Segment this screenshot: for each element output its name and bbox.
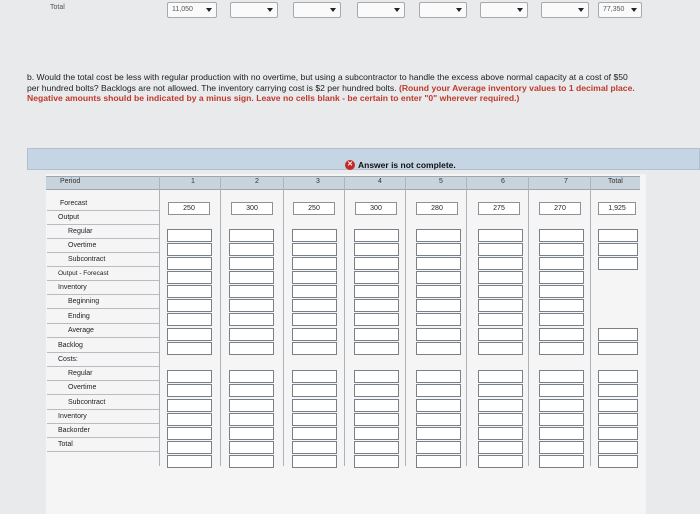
input-p4-cost-2[interactable] [354, 384, 399, 397]
forecast-period-4: 300 [355, 202, 397, 215]
input-p2-cost-1[interactable] [229, 370, 274, 383]
input-total-cost-2[interactable] [598, 384, 638, 397]
input-total-output-2[interactable] [598, 243, 638, 256]
input-total-inv-1[interactable] [598, 328, 638, 341]
input-p2-cost-2[interactable] [229, 384, 274, 397]
chevron-down-icon [267, 8, 273, 12]
input-p1-top-2[interactable] [167, 243, 212, 256]
input-total-output-3[interactable] [598, 257, 638, 270]
input-p7-cost-5[interactable] [539, 427, 584, 440]
input-p4-top-6[interactable] [354, 299, 399, 312]
input-p6-cost-4[interactable] [478, 413, 523, 426]
error-icon: ✕ [345, 160, 355, 170]
input-p5-top-9[interactable] [416, 342, 461, 355]
input-p2-cost-7[interactable] [229, 455, 274, 468]
input-p5-cost-1[interactable] [416, 370, 461, 383]
input-total-cost-5[interactable] [598, 427, 638, 440]
input-p5-top-4[interactable] [416, 271, 461, 284]
input-total-cost-1[interactable] [598, 370, 638, 383]
input-p1-top-9[interactable] [167, 342, 212, 355]
input-p4-cost-5[interactable] [354, 427, 399, 440]
column-divider [590, 176, 591, 466]
input-p3-top-7[interactable] [292, 313, 337, 326]
input-p6-cost-6[interactable] [478, 441, 523, 454]
row-output-regular: Regular [47, 225, 159, 239]
forecast-period-6: 275 [478, 202, 520, 215]
period-3: 3 [316, 178, 320, 185]
input-p2-top-4[interactable] [229, 271, 274, 284]
input-p2-top-7[interactable] [229, 313, 274, 326]
input-p7-cost-6[interactable] [539, 441, 584, 454]
input-p7-top-1[interactable] [539, 229, 584, 242]
input-p6-top-6[interactable] [478, 299, 523, 312]
row-cost-overtime: Overtime [47, 381, 159, 395]
row-cost-inventory: Inventory [47, 410, 159, 424]
input-p5-top-7[interactable] [416, 313, 461, 326]
total-period-6-select[interactable] [480, 2, 528, 18]
row-costs: Costs: [47, 353, 159, 367]
input-p4-top-3[interactable] [354, 257, 399, 270]
row-cost-subcontract: Subcontract [47, 396, 159, 410]
input-p1-cost-6[interactable] [167, 441, 212, 454]
status-text: Answer is not complete. [358, 160, 456, 170]
input-p4-top-7[interactable] [354, 313, 399, 326]
input-p2-cost-5[interactable] [229, 427, 274, 440]
column-divider [405, 176, 406, 466]
total-period-4-select[interactable] [357, 2, 405, 18]
input-p5-cost-2[interactable] [416, 384, 461, 397]
input-p6-cost-1[interactable] [478, 370, 523, 383]
input-p4-cost-7[interactable] [354, 455, 399, 468]
forecast-period-2: 300 [231, 202, 273, 215]
input-p3-cost-7[interactable] [292, 455, 337, 468]
column-divider [283, 176, 284, 466]
row-spacer [47, 452, 159, 466]
input-p5-top-3[interactable] [416, 257, 461, 270]
total-label: Total [50, 4, 65, 11]
forecast-period-3: 250 [293, 202, 335, 215]
input-p3-top-2[interactable] [292, 243, 337, 256]
input-p6-cost-5[interactable] [478, 427, 523, 440]
input-total-output-1[interactable] [598, 229, 638, 242]
input-p4-cost-4[interactable] [354, 413, 399, 426]
input-p7-top-2[interactable] [539, 243, 584, 256]
input-total-cost-7[interactable] [598, 455, 638, 468]
input-p7-top-7[interactable] [539, 313, 584, 326]
input-p1-top-6[interactable] [167, 299, 212, 312]
row-output-minus-forecast: Output - Forecast [47, 267, 159, 281]
total-period-1-select[interactable]: 11,050 [167, 2, 217, 18]
forecast-period-1: 250 [168, 202, 210, 215]
input-p2-cost-6[interactable] [229, 441, 274, 454]
column-divider [159, 176, 160, 466]
input-p5-top-5[interactable] [416, 285, 461, 298]
input-p1-top-7[interactable] [167, 313, 212, 326]
row-output-subcontract: Subcontract [47, 253, 159, 267]
input-p6-top-8[interactable] [478, 328, 523, 341]
input-p3-top-6[interactable] [292, 299, 337, 312]
input-p1-cost-3[interactable] [167, 399, 212, 412]
input-p2-cost-3[interactable] [229, 399, 274, 412]
input-p6-top-5[interactable] [478, 285, 523, 298]
input-p5-cost-6[interactable] [416, 441, 461, 454]
row-backlog: Backlog [47, 339, 159, 353]
row-output: Output [47, 211, 159, 225]
input-p4-top-1[interactable] [354, 229, 399, 242]
input-p3-cost-6[interactable] [292, 441, 337, 454]
input-p4-top-9[interactable] [354, 342, 399, 355]
input-total-inv-2[interactable] [598, 342, 638, 355]
input-total-cost-3[interactable] [598, 399, 638, 412]
chevron-down-icon [394, 8, 400, 12]
input-p1-top-8[interactable] [167, 328, 212, 341]
question-text: b. Would the total cost be less with regular production with no overtime, but using a subcontractor to handle the excess above normal capacity at a cost of $50 per hundred bolts? Backlogs are not allowed. The inventory carrying cost is $2 per hundred bolts. (Round your Average inventory values to 1 decimal place. Negative amounts should be indicated by a minus sign. Leave no cells blank - be certain to enter "0" wherever required.) [27, 72, 635, 104]
input-p1-cost-5[interactable] [167, 427, 212, 440]
forecast-period-5: 280 [416, 202, 458, 215]
input-p4-top-4[interactable] [354, 271, 399, 284]
input-p7-top-9[interactable] [539, 342, 584, 355]
input-total-cost-4[interactable] [598, 413, 638, 426]
input-p5-cost-3[interactable] [416, 399, 461, 412]
input-p7-cost-7[interactable] [539, 455, 584, 468]
input-p2-top-1[interactable] [229, 229, 274, 242]
input-p5-top-6[interactable] [416, 299, 461, 312]
total-sum-select[interactable]: 77,350 [598, 2, 642, 18]
row-forecast: Forecast [47, 197, 159, 211]
period-header-row [46, 176, 640, 190]
row-cost-total: Total [47, 438, 159, 452]
total-header: Total [608, 178, 623, 185]
input-p6-top-9[interactable] [478, 342, 523, 355]
input-p1-top-3[interactable] [167, 257, 212, 270]
chevron-down-icon [456, 8, 462, 12]
input-p4-top-8[interactable] [354, 328, 399, 341]
input-p7-cost-4[interactable] [539, 413, 584, 426]
period-5: 5 [439, 178, 443, 185]
input-p3-top-5[interactable] [292, 285, 337, 298]
input-p1-top-1[interactable] [167, 229, 212, 242]
total-period-3-select[interactable] [293, 2, 341, 18]
input-p6-cost-2[interactable] [478, 384, 523, 397]
row-inventory: Inventory [47, 281, 159, 295]
total-period-7-select[interactable] [541, 2, 589, 18]
total-period-5-select[interactable] [419, 2, 467, 18]
input-p4-top-5[interactable] [354, 285, 399, 298]
input-p1-cost-1[interactable] [167, 370, 212, 383]
column-divider [466, 176, 467, 466]
row-output-overtime: Overtime [47, 239, 159, 253]
input-p4-cost-1[interactable] [354, 370, 399, 383]
answer-status [345, 160, 456, 170]
input-p6-cost-3[interactable] [478, 399, 523, 412]
period-label: Period [60, 178, 81, 185]
input-p2-top-9[interactable] [229, 342, 274, 355]
input-p7-top-3[interactable] [539, 257, 584, 270]
input-p3-top-4[interactable] [292, 271, 337, 284]
row-cost-regular: Regular [47, 367, 159, 381]
row-inventory-average: Average [47, 324, 159, 338]
row-cost-backorder: Backorder [47, 424, 159, 438]
input-p2-top-8[interactable] [229, 328, 274, 341]
input-p7-top-8[interactable] [539, 328, 584, 341]
input-p2-top-2[interactable] [229, 243, 274, 256]
chevron-down-icon [631, 8, 637, 12]
row-inventory-ending: Ending [47, 310, 159, 324]
column-divider [344, 176, 345, 466]
input-p5-cost-7[interactable] [416, 455, 461, 468]
period-4: 4 [378, 178, 382, 185]
chevron-down-icon [206, 8, 212, 12]
input-p5-cost-5[interactable] [416, 427, 461, 440]
input-p3-cost-2[interactable] [292, 384, 337, 397]
input-p1-top-5[interactable] [167, 285, 212, 298]
input-p7-top-4[interactable] [539, 271, 584, 284]
input-p4-cost-6[interactable] [354, 441, 399, 454]
input-p3-cost-3[interactable] [292, 399, 337, 412]
input-p7-top-6[interactable] [539, 299, 584, 312]
input-p6-top-1[interactable] [478, 229, 523, 242]
input-p3-cost-5[interactable] [292, 427, 337, 440]
input-p6-top-4[interactable] [478, 271, 523, 284]
input-p5-top-8[interactable] [416, 328, 461, 341]
input-p6-top-3[interactable] [478, 257, 523, 270]
total-period-2-select[interactable] [230, 2, 278, 18]
column-divider [220, 176, 221, 466]
input-p2-cost-4[interactable] [229, 413, 274, 426]
chevron-down-icon [330, 8, 336, 12]
forecast-period-7: 270 [539, 202, 581, 215]
input-p2-top-3[interactable] [229, 257, 274, 270]
input-p7-top-5[interactable] [539, 285, 584, 298]
input-p2-top-5[interactable] [229, 285, 274, 298]
period-7: 7 [564, 178, 568, 185]
input-p3-top-8[interactable] [292, 328, 337, 341]
input-p3-top-1[interactable] [292, 229, 337, 242]
input-p1-cost-2[interactable] [167, 384, 212, 397]
input-p4-top-2[interactable] [354, 243, 399, 256]
input-p6-top-7[interactable] [478, 313, 523, 326]
input-p3-top-9[interactable] [292, 342, 337, 355]
input-total-cost-6[interactable] [598, 441, 638, 454]
input-p7-cost-2[interactable] [539, 384, 584, 397]
period-1: 1 [191, 178, 195, 185]
input-p4-cost-3[interactable] [354, 399, 399, 412]
input-p1-top-4[interactable] [167, 271, 212, 284]
input-p3-cost-1[interactable] [292, 370, 337, 383]
input-p6-cost-7[interactable] [478, 455, 523, 468]
input-p7-cost-1[interactable] [539, 370, 584, 383]
chevron-down-icon [578, 8, 584, 12]
period-6: 6 [501, 178, 505, 185]
column-divider [528, 176, 529, 466]
input-p2-top-6[interactable] [229, 299, 274, 312]
chevron-down-icon [517, 8, 523, 12]
forecast-total: 1,925 [598, 202, 636, 215]
input-p7-cost-3[interactable] [539, 399, 584, 412]
input-p3-top-3[interactable] [292, 257, 337, 270]
input-p5-cost-4[interactable] [416, 413, 461, 426]
input-p3-cost-4[interactable] [292, 413, 337, 426]
period-2: 2 [255, 178, 259, 185]
input-p1-cost-4[interactable] [167, 413, 212, 426]
input-p5-top-1[interactable] [416, 229, 461, 242]
input-p5-top-2[interactable] [416, 243, 461, 256]
input-p6-top-2[interactable] [478, 243, 523, 256]
input-p1-cost-7[interactable] [167, 455, 212, 468]
row-inventory-beginning: Beginning [47, 295, 159, 309]
